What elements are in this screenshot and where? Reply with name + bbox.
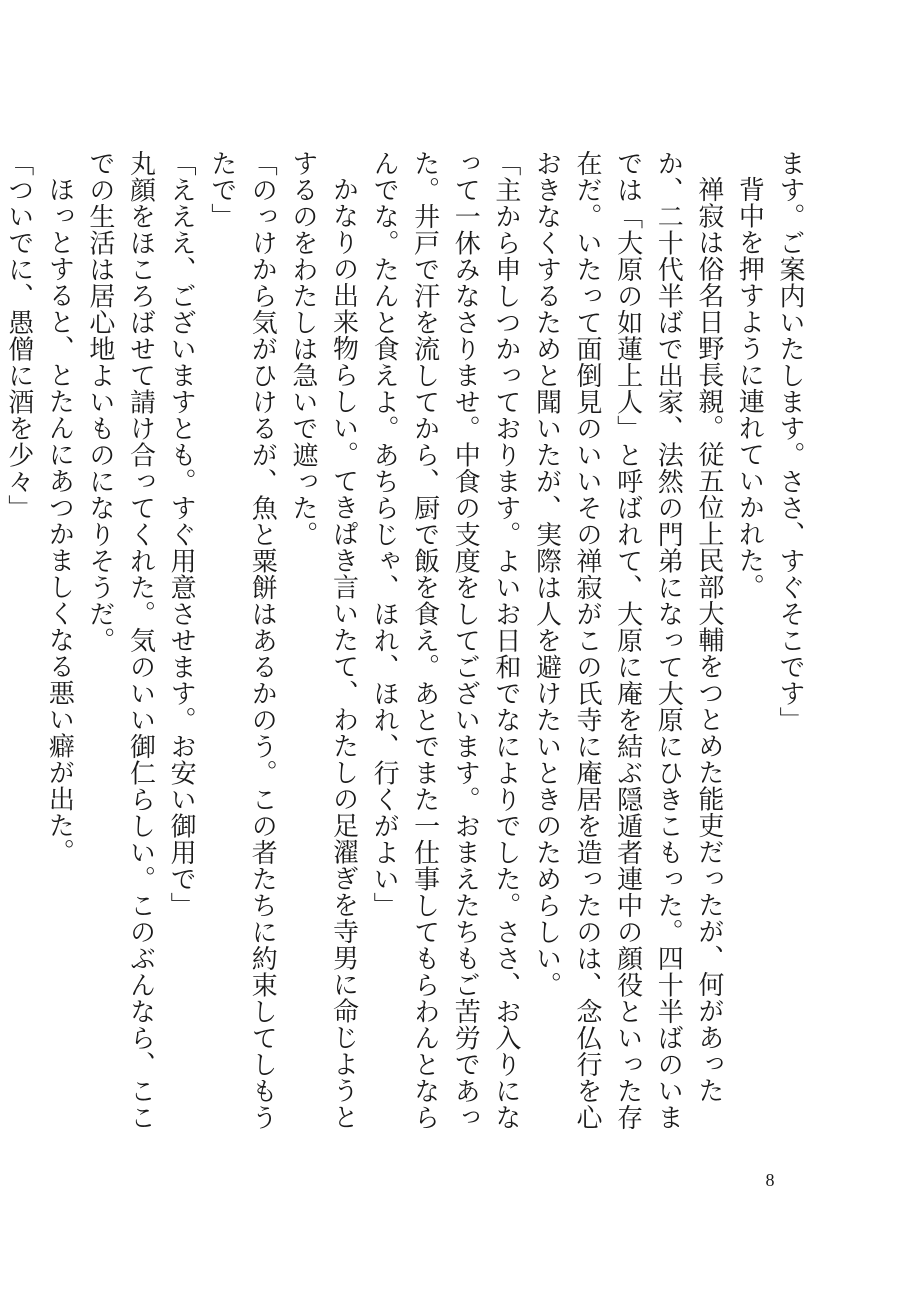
vertical-text-block: [3, 150, 810, 1140]
paragraph: 禅寂は俗名日野長親。従五位上民部大輔をつとめた能吏だったが、何があったか、二十代半ばで出家、法然の門弟になって大原にひきこもった。四十半ばのいまでは「大原の如蓮上人」と呼ばれて、大原に庵を結ぶ隠遁者連中の顔役といった存在だ。いたって面倒見のいいその禅寂がこの氏寺に庵居を造ったのは、念仏行を心おきなくするためと聞いたが、実際は人を避けたいときのためらしい。: [531, 150, 724, 1131]
page-number: 8: [765, 1170, 775, 1190]
paragraph: 「のっけから気がひけるが、魚と粟餅はあるかのう。この者たちに約束してしもうたで」: [206, 150, 278, 1131]
paragraph: 「えええ、ございますとも。すぐ用意させます。お安い御用で」: [166, 150, 197, 919]
paragraph: ほっとすると、とたんにあつかましくなる悪い癖が出た。: [44, 176, 75, 865]
paragraph: 丸顔をほころばせて請け合ってくれた。気のいい御仁らしい。このぶんなら、ここでの生活は居心地よいものになりそうだ。: [84, 150, 156, 1131]
paragraph: かなりの出来物らしい。てきぱき言いたて、わたしの足濯ぎを寺男に命じようとするのをわたしは急いで遮った。: [287, 150, 359, 1130]
paragraph: 「主から申しつかっております。よいお日和でなによりでした。ささ、お入りになって一休みなさりませ。中食の支度をしてございます。おまえたちもご苦労であった。井戸で汗を流してから、厨で飯を食え。あとでまた一仕事してもらわんとならんでな。たんと食えよ。あちらじゃ、ほれ、ほれ、行くがよい」: [369, 150, 521, 1131]
paragraph: 「ついでに、愚僧に酒を少々」: [3, 150, 34, 521]
paragraph: ます。ご案内いたします。ささ、すぐそこです」: [775, 150, 805, 733]
paragraph: 背中を押すように連れていかれた。: [734, 176, 765, 600]
